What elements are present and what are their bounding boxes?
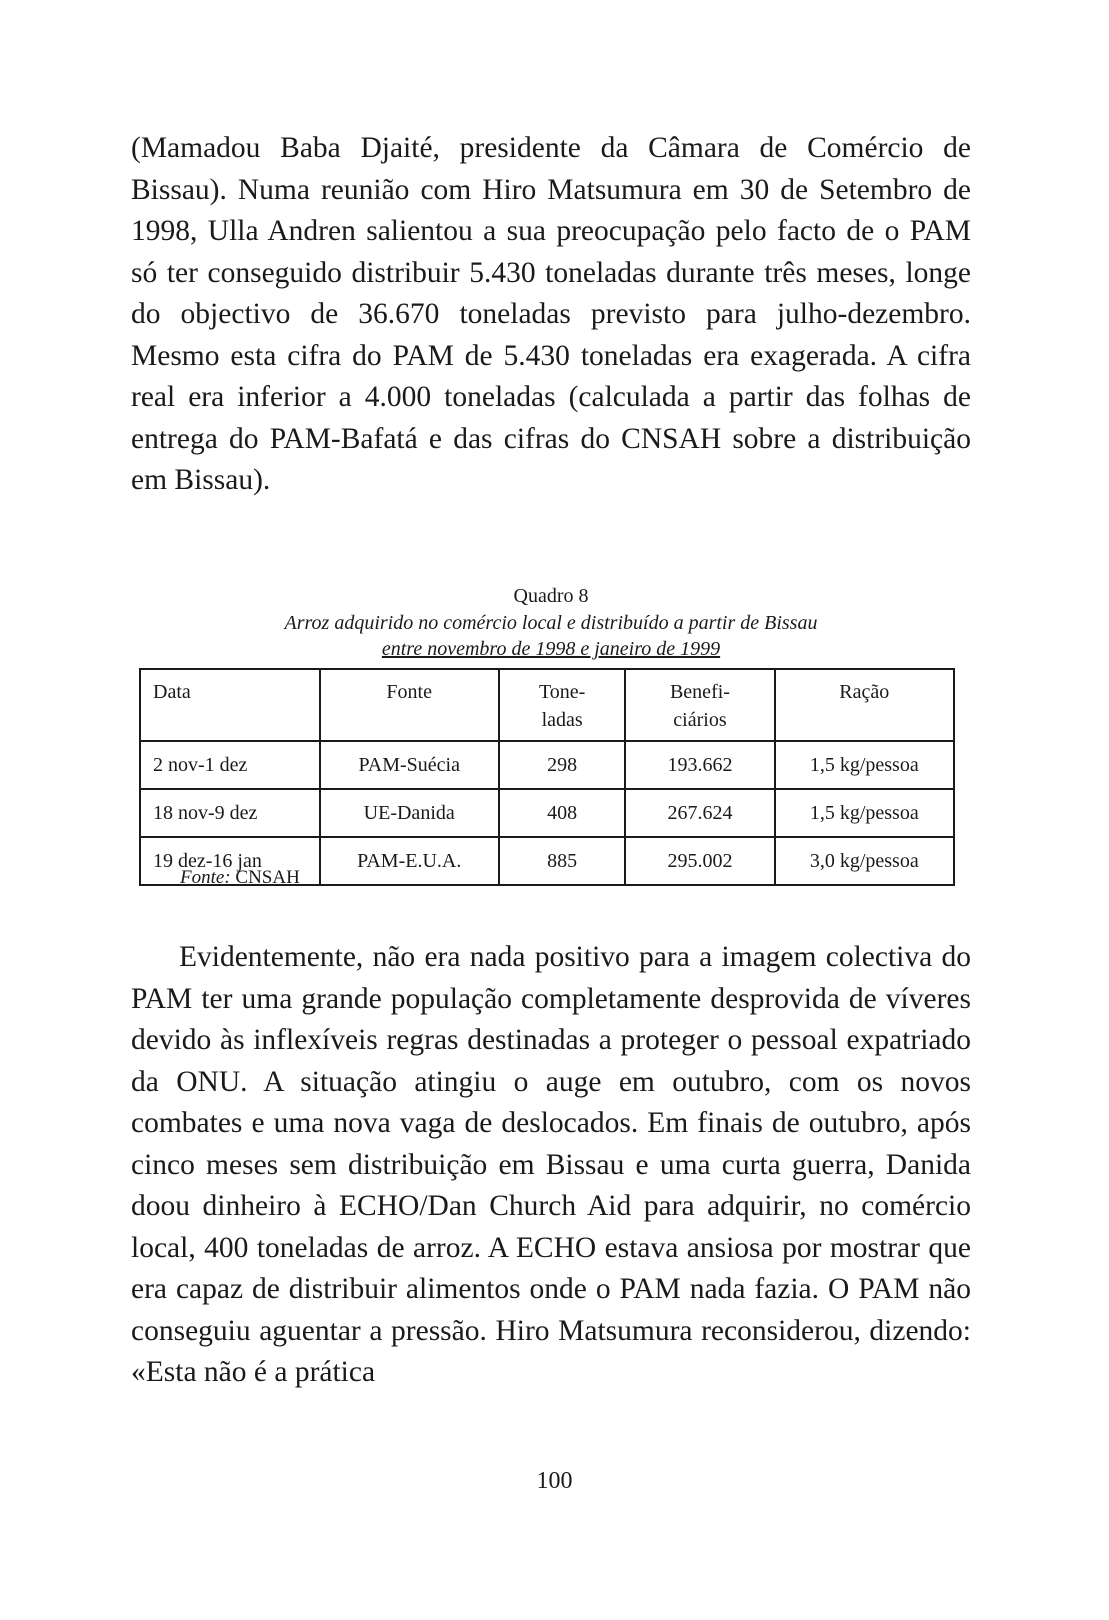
cell-beneficiaries: 295.002 [625,837,774,885]
cell-date: 18 nov-9 dez [140,789,320,837]
cell-source: PAM-Suécia [320,741,499,789]
header-beneficiaries-line-2: ciários [673,709,727,731]
cell-tons: 885 [499,837,626,885]
paragraph-1: (Mamadou Baba Djaité, presidente da Câmara de Comércio de Bissau). Numa reunião com Hiro Matsumura em 30 de Setembro de 1998, Ulla Andren salientou a sua preocupação pelo facto de o PAM só ter conseguido distribuir 5.430 toneladas durante três meses, longe do objectivo de 36.670 toneladas previsto para julho-dezembro. Mesmo esta cifra do PAM de 5.430 toneladas era exagerada. A cifra real era inferior a 4.000 toneladas (calculada a partir das folhas de entrega do PAM-Bafatá e das cifras do CNSAH sobre a distribuição em Bissau). [131,132,971,496]
cell-ration: 1,5 kg/pessoa [775,741,954,789]
cell-beneficiaries: 267.624 [625,789,774,837]
table-title-line-1: Arroz adquirido no comércio local e distribuído a partir de Bissau [284,612,818,634]
header-tons-line-1: Tone- [538,681,586,703]
page-number: 100 [536,1468,573,1494]
cell-ration: 1,5 kg/pessoa [775,789,954,837]
rice-distribution-table [139,668,955,886]
table-source-note [180,867,300,889]
header-beneficiaries-line-1: Benefi- [669,681,730,703]
table-number: Quadro 8 [513,585,589,607]
cell-date: 19 dez-16 jan [140,837,320,885]
header-tons-line-2: ladas [541,709,583,731]
header-ration: Ração [775,669,954,741]
table-row [140,789,954,837]
header-tons [499,669,626,741]
header-source: Fonte [320,669,499,741]
header-date: Data [140,669,320,741]
cell-tons: 408 [499,789,626,837]
cell-source: UE-Danida [320,789,499,837]
cell-tons: 298 [499,741,626,789]
table-title-line-2: entre novembro de 1998 e janeiro de 1999 [381,638,721,660]
table-header-row [140,669,954,741]
source-value: CNSAH [235,867,300,888]
cell-date: 2 nov-1 dez [140,741,320,789]
paragraph-2 [131,937,971,1394]
header-beneficiaries [625,669,774,741]
table-row [140,741,954,789]
cell-beneficiaries: 193.662 [625,741,774,789]
paragraph-2-text: Evidentemente, não era nada positivo para a imagem colectiva do PAM ter uma grande população completamente desprovida de víveres devido às inflexíveis regras destinadas a proteger o pessoal expatriado da ONU. A situação atingiu o auge em outubro, com os novos combates e uma nova vaga de deslocados. Em finais de outubro, após cinco meses sem distribuição em Bissau e uma curta guerra, Danida doou dinheiro à ECHO/Dan Church Aid para adquirir, no comércio local, 400 toneladas de arroz. A ECHO estava ansiosa por mostrar que era capaz de distribuir alimentos onde o PAM nada fazia. O PAM não conseguiu aguentar a pressão. Hiro Matsumura reconsiderou, dizendo: «Esta não é a prática [131,941,971,1388]
cell-ration: 3,0 kg/pessoa [775,837,954,885]
source-label: Fonte: [180,867,231,888]
table-title [131,610,971,662]
cell-source: PAM-E.U.A. [320,837,499,885]
